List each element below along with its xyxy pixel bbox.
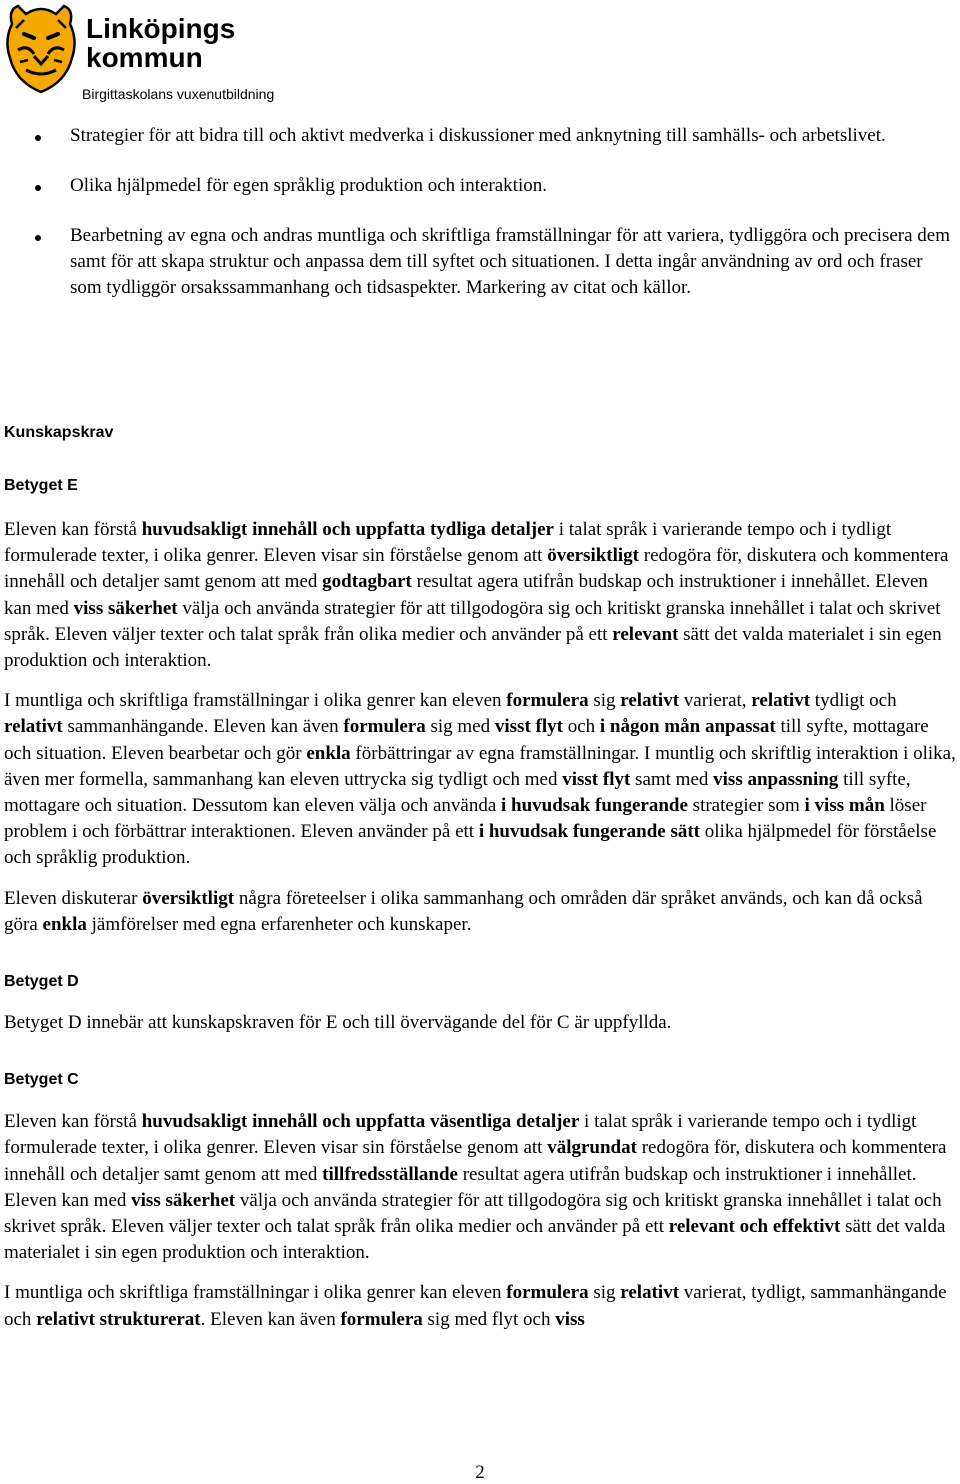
betyg-d-paragraph — [4, 1010, 956, 1036]
bold-run: relativt strukturerat — [36, 1308, 201, 1330]
betyg-c-paragraph-1 — [4, 1109, 956, 1266]
betyg-e-heading: Betyget E — [4, 477, 78, 494]
bullet-icon — [35, 185, 41, 191]
bold-run: relevant och effektivt — [668, 1216, 841, 1238]
kunskapskrav-heading: Kunskapskrav — [4, 424, 114, 441]
text-run: redogöra för, diskutera och kommentera innehåll och detaljer samt genom att med — [4, 1137, 947, 1185]
text-run: I muntliga och skriftliga framställningar i olika genrer kan eleven — [4, 690, 507, 712]
text-run: Eleven kan förstå — [4, 1111, 142, 1133]
bold-run: enkla — [42, 913, 87, 935]
text-run: Betyget D innebär att kunskapskraven för E och till övervägande del för C är uppfyllda. — [4, 1012, 672, 1034]
text-run: sig med — [425, 716, 495, 738]
text-run: till syfte, mottagare och situation. Eleven bearbetar och gör — [4, 716, 929, 764]
text-run: till syfte, mottagare och situation. Dessutom kan eleven välja och använda — [4, 768, 911, 817]
text-run: I muntliga och skriftliga framställningar i olika genrer kan eleven — [4, 1282, 507, 1304]
bullet-text: Bearbetning av egna och andras muntliga och skriftliga framställningar för att variera, tydliggöra och precisera dem samt för att skapa struktur och anpassa dem till syftet och situationen. I detta ingår användning av ord och fraser som tydliggör orsakssammanhang och tidsaspekter. Markering av citat och källor. — [70, 225, 951, 298]
kunskapskrav-section — [4, 420, 956, 1333]
text-run: sig med flyt och — [422, 1308, 556, 1330]
bold-run: enkla — [306, 742, 351, 764]
bullet-item — [0, 123, 960, 149]
text-run: varierat, — [679, 690, 752, 712]
bullet-item — [0, 173, 960, 199]
bold-run: formulera — [343, 716, 426, 738]
bullet-icon — [35, 135, 41, 141]
bold-run: viss anpassning — [713, 768, 839, 790]
bold-run: översiktligt — [142, 887, 235, 909]
text-run: . Eleven kan även — [200, 1308, 341, 1330]
bold-run: relativt — [620, 1282, 680, 1304]
bullet-list — [0, 123, 960, 325]
text-run: sig — [588, 690, 621, 712]
bold-run: viss — [555, 1308, 585, 1330]
text-run: redogöra för, diskutera och kommentera innehåll och detaljer samt genom att med — [4, 545, 949, 593]
text-run: sammanhängande. Eleven kan även — [62, 716, 344, 738]
text-run: samt med — [630, 768, 714, 790]
brand-name — [86, 14, 235, 72]
bold-run: visst flyt — [494, 716, 563, 738]
text-run: sig — [588, 1282, 621, 1304]
betyg-e-paragraph-1 — [4, 517, 956, 674]
text-run: jämförelser med egna erfarenheter och kunskaper. — [86, 913, 472, 935]
text-run: välja och använda strategier för att tillgodogöra sig och kritiskt granska innehållet i talat och skrivet språk. Eleven väljer texter och talat språk från olika medier och använder på ett — [4, 597, 941, 645]
brand-line-1: Linköpings — [86, 13, 236, 44]
bold-run: viss säkerhet — [73, 597, 178, 619]
betyg-e-paragraph-3 — [4, 886, 956, 938]
bold-run: välgrundat — [547, 1137, 637, 1159]
bullet-text: Strategier för att bidra till och aktivt medverka i diskussioner med anknytning till samhälls- och arbetslivet. — [70, 125, 886, 146]
bullet-item — [0, 223, 960, 301]
bullet-text: Olika hjälpmedel för egen språklig produktion och interaktion. — [70, 175, 547, 196]
betyg-c-paragraph-2 — [4, 1280, 956, 1332]
bold-run: i huvudsak fungerande — [501, 795, 688, 817]
text-run: resultat agera utifrån budskap och instruktioner i innehållet. Eleven kan med — [4, 1163, 917, 1211]
bold-run: huvudsakligt innehåll och uppfatta tydliga detaljer — [141, 519, 554, 540]
bold-run: relativt — [4, 716, 63, 738]
bold-run: godtagbart — [322, 571, 412, 593]
bold-run: formulera — [506, 1282, 589, 1304]
text-run: strategier som — [687, 795, 805, 817]
text-run: några företeelser i olika sammanhang och områden där språket används, och kan då också göra — [4, 887, 923, 935]
school-name: Birgittaskolans vuxenutbildning — [82, 86, 275, 102]
bold-run: i huvudsak fungerande sätt — [478, 821, 701, 843]
brand-line-2: kommun — [86, 42, 203, 73]
text-run: välja och använda strategier för att tillgodogöra sig och kritiskt granska innehållet i talat och skrivet språk. Eleven väljer texter och talat språk från olika medier och använder på ett — [4, 1189, 942, 1238]
bold-run: relativt — [751, 690, 811, 712]
bold-run: tillfredsställande — [322, 1163, 458, 1185]
bold-run: relativt — [620, 690, 680, 712]
bold-run: huvudsakligt innehåll och uppfatta väsentliga detaljer — [141, 1111, 580, 1133]
text-run: Eleven kan förstå — [4, 519, 142, 540]
text-run: och — [562, 716, 600, 738]
text-run: tydligt och — [810, 690, 897, 712]
text-run: i talat språk i varierande tempo och i tydligt formulerade texter, i olika genrer. Eleven visar sin förståelse genom att — [4, 519, 892, 567]
bold-run: i någon mån anpassat — [599, 716, 776, 738]
betyg-d-heading: Betyget D — [4, 973, 79, 991]
text-run: Eleven diskuterar — [4, 887, 143, 909]
bold-run: viss säkerhet — [131, 1189, 236, 1211]
bold-run: relevant — [612, 623, 679, 645]
betyg-c-heading: Betyget C — [4, 1071, 79, 1089]
text-run: i talat språk i varierande tempo och i tydligt formulerade texter, i olika genrer. Eleven visar sin förståelse genom att — [4, 1111, 917, 1159]
text-run: varierat, tydligt, sammanhängande och — [4, 1282, 947, 1330]
text-run: resultat agera utifrån budskap och instruktioner i innehållet. Eleven kan med — [4, 571, 928, 619]
bold-run: översiktligt — [547, 545, 640, 567]
betyg-e-paragraph-2 — [4, 688, 956, 871]
bold-run: i viss mån — [804, 795, 885, 817]
bold-run: formulera — [340, 1308, 423, 1330]
bullet-icon — [35, 235, 41, 241]
text-run: löser problem i och förbättrar interaktionen. Eleven använder på ett — [4, 795, 927, 843]
lion-logo-icon — [4, 4, 78, 94]
bold-run: visst flyt — [562, 768, 631, 790]
text-run: förbättringar av egna framställningar. I muntlig och skriftlig interaktion i olika, även mer formella, sammanhang kan eleven uttrycka sig tydligt och med — [4, 742, 956, 790]
text-run: olika hjälpmedel för förståelse och språklig produktion. — [4, 821, 937, 869]
bold-run: formulera — [506, 690, 589, 712]
text-run: sätt det valda materialet i sin egen produktion och interaktion. — [4, 623, 942, 672]
page-number: 2 — [475, 1462, 485, 1483]
text-run: sätt det valda materialet i sin egen produktion och interaktion. — [4, 1216, 946, 1264]
